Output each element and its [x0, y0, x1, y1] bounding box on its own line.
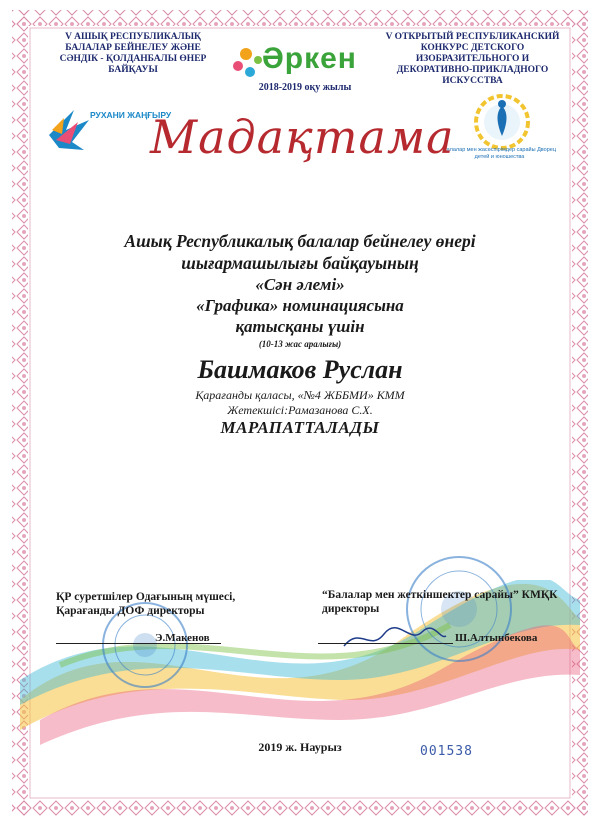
serial-number: 001538	[420, 744, 473, 759]
academic-year: 2018-2019 оқу жылы	[258, 82, 352, 93]
right-signature-line	[318, 643, 453, 644]
orken-logo-text: Әркен	[262, 42, 357, 75]
recipient-school-block	[110, 388, 490, 418]
award-text: МАРАПАТТАЛАДЫ	[220, 418, 380, 437]
header-left-text: V АШЫҚ РЕСПУБЛИКАЛЫҚ БАЛАЛАР БЕЙНЕЛЕУ ЖӘНЕ СӘНДІК - ҚОЛДАНБАЛЫ ӨНЕР БАЙҚАУЫ	[59, 32, 207, 75]
certificate-body	[80, 230, 520, 351]
body-line-2: шығармашылығы байқауының	[181, 253, 419, 273]
body-line-1: Ашық Республикалық балалар бейнелеу өнері	[124, 231, 476, 251]
recipient-name: Башмаков Руслан	[197, 355, 403, 384]
header-right-text: V ОТКРЫТЫЙ РЕСПУБЛИКАНСКИЙ КОНКУРС ДЕТСКОГО ИЗОБРАЗИТЕЛЬНОГО И ДЕКОРАТИВНО-ПРИКЛАДНОГО ИСКУССТВА	[385, 32, 560, 86]
body-line-3: «Сән әлемі»	[255, 275, 345, 294]
rukhani-zhangyru-logo-icon	[44, 100, 154, 160]
recipient-teacher: Жетекшісі:Рамазанова С.Х.	[227, 403, 373, 417]
right-signatory-title: “Балалар мен жеткіншектер сарайы” КМҚК директоры	[322, 589, 558, 615]
left-signatory-name: Э.Макенов	[155, 632, 210, 644]
palace-emblem-caption: Балалар мен жасөспірімдер сарайы Дворец детей и юношества	[442, 147, 556, 160]
certificate-title: Мадақтама	[150, 110, 455, 164]
issue-date: 2019 ж. Наурыз	[258, 740, 342, 754]
right-signatory-name: Ш.Алтынбекова	[455, 632, 538, 644]
rukhani-zhangyru-text: РУХАНИ ЖАҢҒЫРУ	[90, 110, 172, 120]
recipient-school: Қарағанды қаласы, «№4 ЖББМИ» КММ	[195, 388, 405, 402]
age-group: (10-13 жас аралығы)	[258, 339, 342, 349]
signature-icon	[340, 622, 450, 654]
body-line-4: «Графика» номинациясына	[196, 296, 404, 315]
body-line-5: қатысқаны үшін	[235, 317, 365, 336]
left-signatory-title: ҚР суретшілер Одағының мүшесі, Қарағанды ДОФ директоры	[56, 591, 236, 617]
